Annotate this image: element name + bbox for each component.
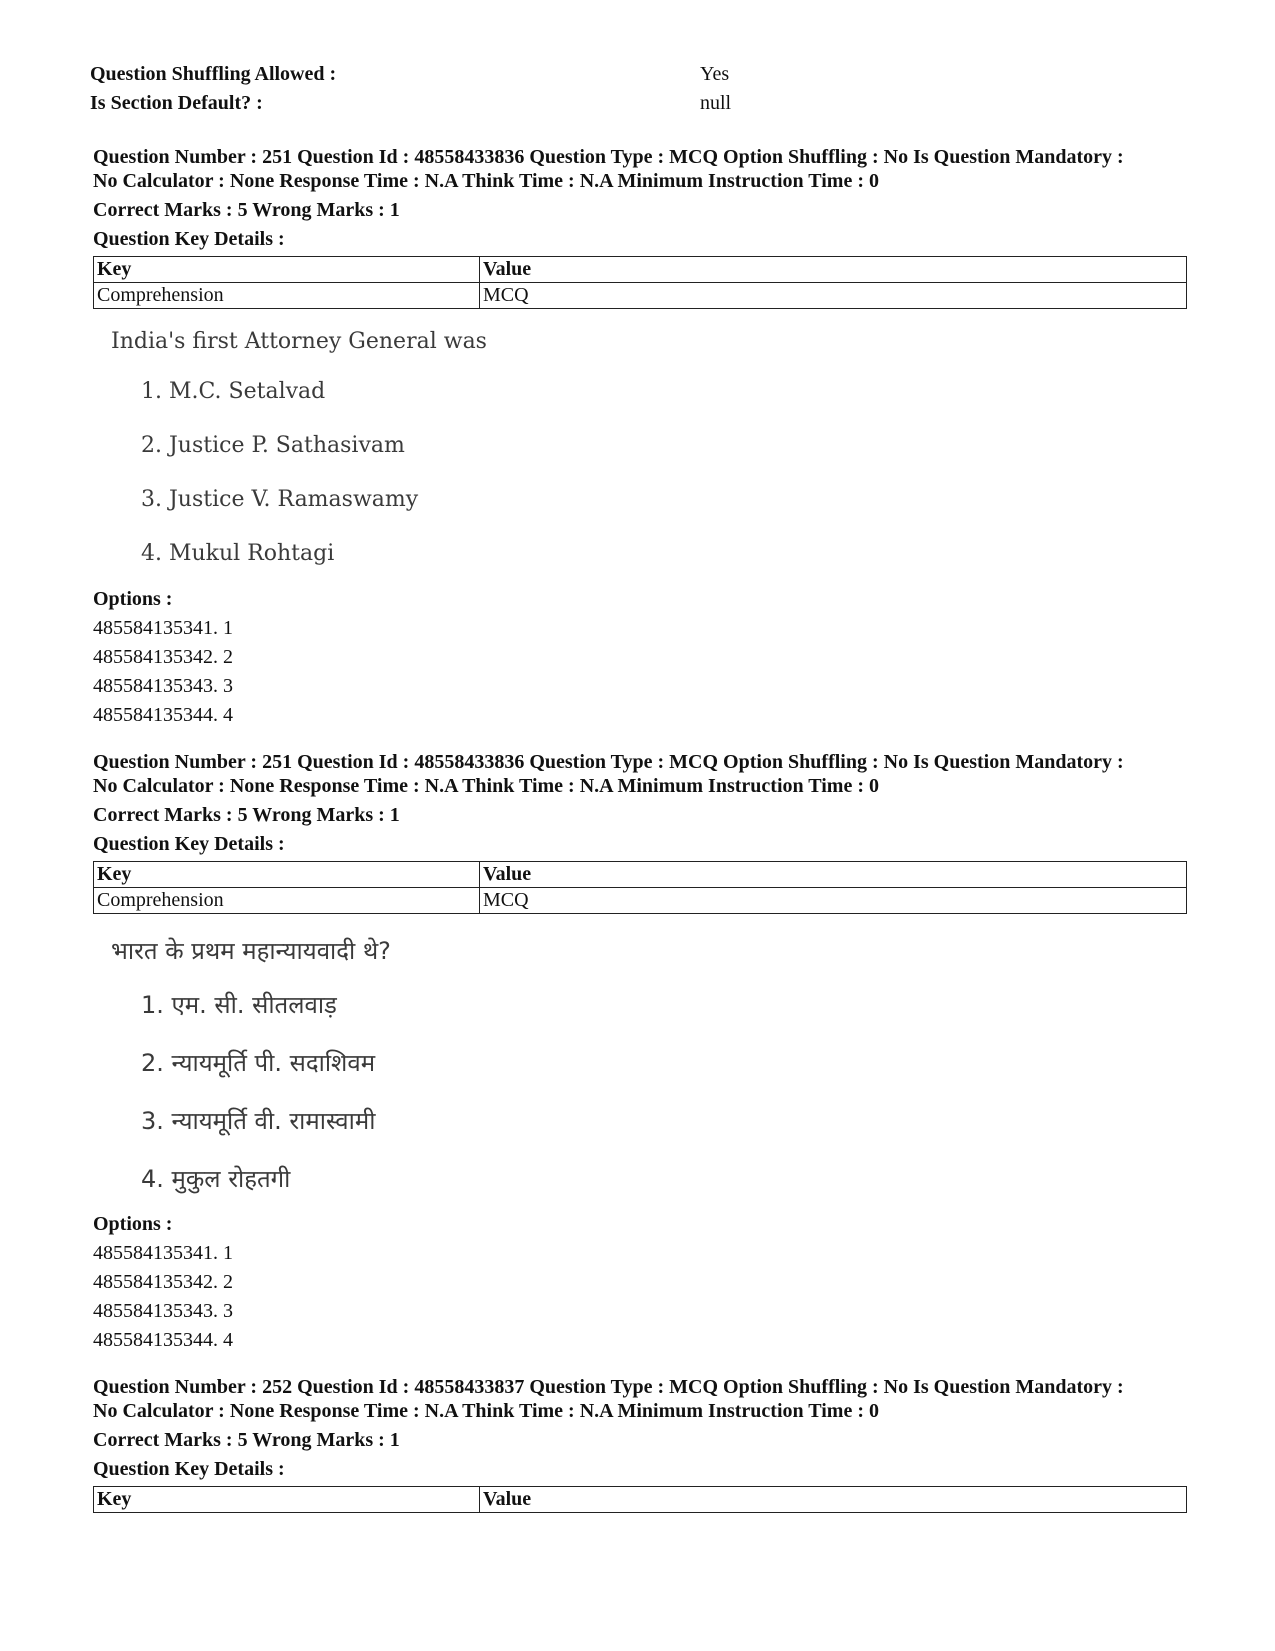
option-line: 485584135344. 4 bbox=[93, 1329, 233, 1351]
meta-row-default bbox=[90, 89, 1190, 118]
question-header-line1: Question Number : 251 Question Id : 48558433836 Question Type : MCQ Option Shuffling : No Is Question Mandatory : bbox=[93, 146, 1124, 168]
marks-line: Correct Marks : 5 Wrong Marks : 1 bbox=[93, 804, 400, 826]
choice-item: 3. Justice V. Ramaswamy bbox=[141, 487, 419, 512]
cell-value: MCQ bbox=[480, 283, 1187, 309]
choice-item: 4. मुकुल रोहतगी bbox=[141, 1165, 291, 1193]
section-meta bbox=[90, 60, 1190, 118]
question-content bbox=[111, 936, 1193, 1194]
question-content bbox=[111, 327, 1193, 569]
table-row bbox=[94, 283, 1187, 309]
key-details-title: Question Key Details : bbox=[93, 833, 285, 855]
option-line: 485584135343. 3 bbox=[93, 675, 233, 697]
option-line: 485584135343. 3 bbox=[93, 1300, 233, 1322]
question-stem: भारत के प्रथम महान्यायवादी थे? bbox=[111, 937, 391, 965]
shuffling-value: Yes bbox=[700, 63, 730, 85]
options-title: Options : bbox=[93, 588, 173, 610]
question-block bbox=[93, 145, 1193, 730]
meta-row-shuffling bbox=[90, 60, 1190, 89]
choice-item: 4. Mukul Rohtagi bbox=[141, 541, 335, 566]
table-header-row bbox=[94, 862, 1187, 888]
cell-key: Comprehension bbox=[94, 888, 480, 914]
question-header-line1: Question Number : 252 Question Id : 48558433837 Question Type : MCQ Option Shuffling : No Is Question Mandatory : bbox=[93, 1376, 1124, 1398]
col-key-header: Key bbox=[94, 257, 480, 283]
key-details-table bbox=[93, 861, 1187, 914]
option-line: 485584135342. 2 bbox=[93, 1271, 233, 1293]
key-details-title: Question Key Details : bbox=[93, 228, 285, 250]
table-row bbox=[94, 888, 1187, 914]
col-value-header: Value bbox=[480, 257, 1187, 283]
marks-line: Correct Marks : 5 Wrong Marks : 1 bbox=[93, 1429, 400, 1451]
choice-item: 3. न्यायमूर्ति वी. रामास्वामी bbox=[141, 1107, 376, 1135]
col-value-header: Value bbox=[480, 1487, 1187, 1513]
option-line: 485584135341. 1 bbox=[93, 1242, 233, 1264]
question-header-line1: Question Number : 251 Question Id : 48558433836 Question Type : MCQ Option Shuffling : No Is Question Mandatory : bbox=[93, 751, 1124, 773]
key-details-table bbox=[93, 1486, 1187, 1513]
question-header-line2: No Calculator : None Response Time : N.A Think Time : N.A Minimum Instruction Time : 0 bbox=[93, 170, 879, 192]
table-header-row bbox=[94, 257, 1187, 283]
choice-item: 1. M.C. Setalvad bbox=[141, 379, 326, 404]
options-title: Options : bbox=[93, 1213, 173, 1235]
default-label: Is Section Default? : bbox=[90, 92, 263, 114]
key-details-title: Question Key Details : bbox=[93, 1458, 285, 1480]
shuffling-label: Question Shuffling Allowed : bbox=[90, 63, 337, 85]
table-header-row bbox=[94, 1487, 1187, 1513]
question-block bbox=[93, 1375, 1193, 1513]
choice-item: 2. Justice P. Sathasivam bbox=[141, 433, 405, 458]
col-key-header: Key bbox=[94, 862, 480, 888]
option-line: 485584135342. 2 bbox=[93, 646, 233, 668]
col-key-header: Key bbox=[94, 1487, 480, 1513]
key-details-table bbox=[93, 256, 1187, 309]
default-value: null bbox=[700, 92, 732, 114]
question-block bbox=[93, 750, 1193, 1355]
cell-value: MCQ bbox=[480, 888, 1187, 914]
question-stem: India's first Attorney General was bbox=[111, 329, 487, 354]
cell-key: Comprehension bbox=[94, 283, 480, 309]
col-value-header: Value bbox=[480, 862, 1187, 888]
choice-item: 1. एम. सी. सीतलवाड़ bbox=[141, 991, 337, 1019]
question-header-line2: No Calculator : None Response Time : N.A Think Time : N.A Minimum Instruction Time : 0 bbox=[93, 775, 879, 797]
choice-item: 2. न्यायमूर्ति पी. सदाशिवम bbox=[141, 1049, 376, 1077]
option-line: 485584135341. 1 bbox=[93, 617, 233, 639]
option-line: 485584135344. 4 bbox=[93, 704, 233, 726]
marks-line: Correct Marks : 5 Wrong Marks : 1 bbox=[93, 199, 400, 221]
question-header-line2: No Calculator : None Response Time : N.A Think Time : N.A Minimum Instruction Time : 0 bbox=[93, 1400, 879, 1422]
